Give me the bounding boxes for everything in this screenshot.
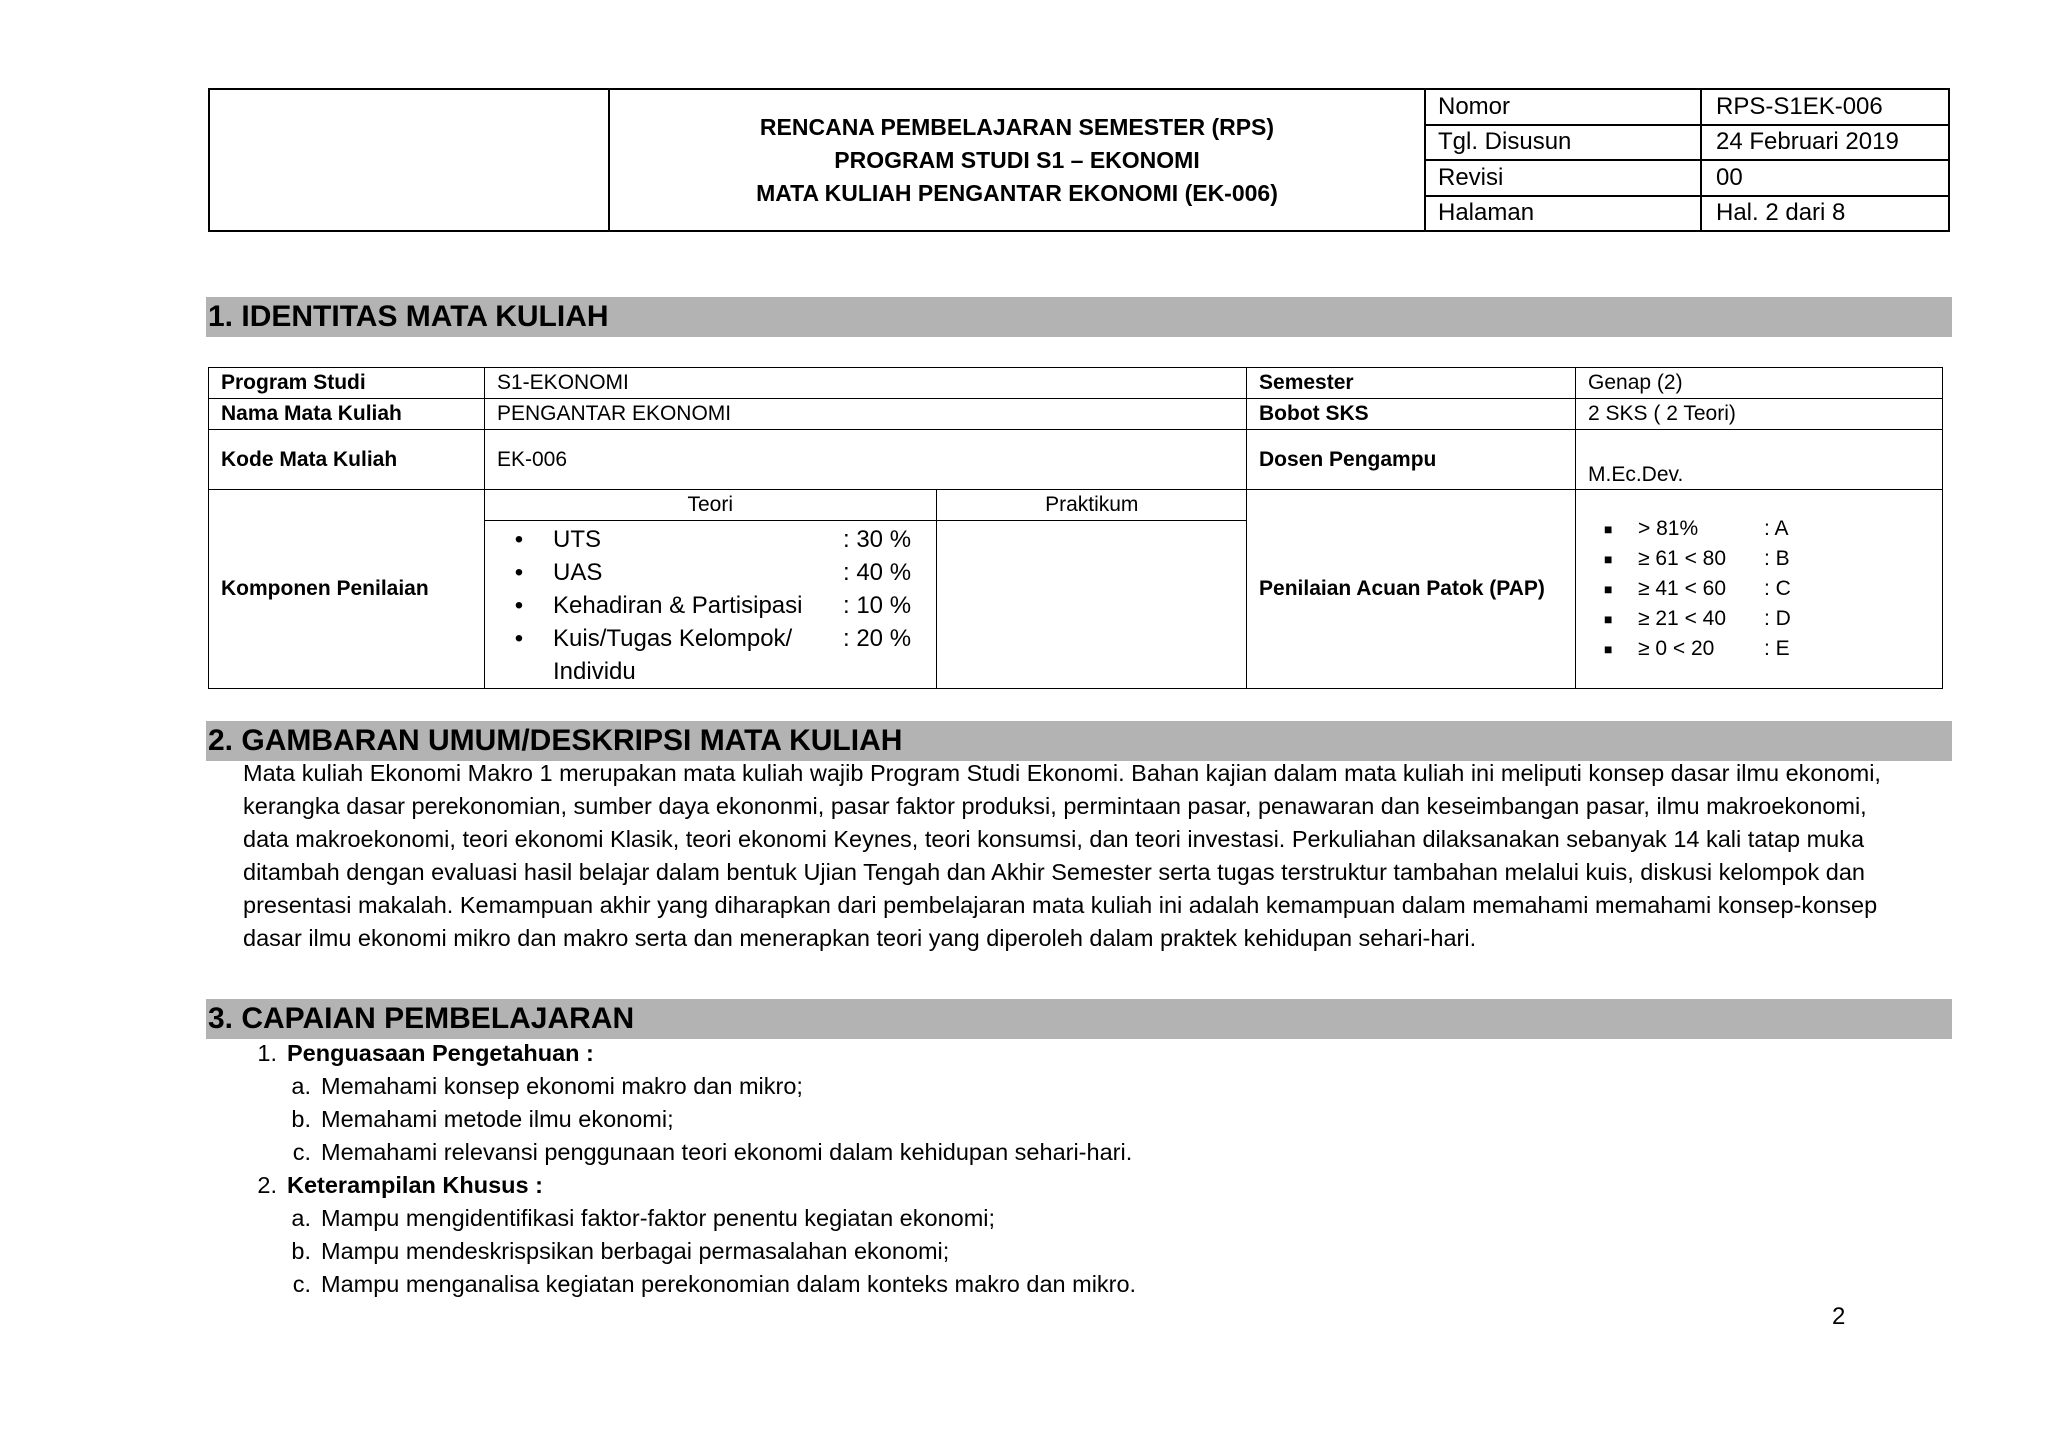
list-item-cont: Individu (553, 657, 636, 685)
praktikum-header: Praktikum (936, 490, 1247, 520)
description-line: dasar ilmu ekonomi mikro dan makro serta dan menerapkan teori yang diperoleh dalam praktek kehidupan sehari-hari. (243, 925, 1477, 951)
document-header (208, 88, 1950, 232)
meta-key: Nomor (1426, 90, 1702, 124)
outcome-group-heading: 2. Keterampilan Khusus : (257, 1172, 543, 1198)
semester-label: Semester (1247, 368, 1576, 399)
list-item: c. Memahami relevansi penggunaan teori ekonomi dalam kehidupan sehari-hari. (292, 1139, 1133, 1165)
pap-list (1604, 514, 1930, 664)
identity-table (208, 367, 1943, 689)
meta-row-halaman (1426, 197, 1948, 231)
list-item: b. Mampu mendeskrispsikan berbagai permasalahan ekonomi; (291, 1238, 950, 1264)
table-row (209, 368, 1943, 399)
meta-row-tgl (1426, 126, 1948, 162)
page-number: 2 (1832, 1303, 1846, 1330)
pap-label: Penilaian Acuan Patok (PAP) (1247, 490, 1576, 689)
description-line: Mata kuliah Ekonomi Makro 1 merupakan mata kuliah wajib Program Studi Ekonomi. Bahan kajian dalam mata kuliah ini meliputi konsep dasar ilmu ekonomi, (243, 760, 1881, 786)
meta-key: Tgl. Disusun (1426, 126, 1702, 160)
bobot-sks-label: Bobot SKS (1247, 399, 1576, 430)
praktikum-cell (936, 520, 1247, 688)
program-studi-value: S1-EKONOMI (485, 368, 1247, 399)
header-title (610, 90, 1426, 230)
header-title-line-2: PROGRAM STUDI S1 – EKONOMI (834, 146, 1200, 173)
dosen-label: Dosen Pengampu (1247, 430, 1576, 490)
list-item: ■ > 81% : A (1604, 516, 1789, 540)
section-3-title: 3. CAPAIAN PEMBELAJARAN (206, 999, 1952, 1039)
description-line: presentasi makalah. Kemampuan akhir yang diharapkan dari pembelajaran mata kuliah ini adalah kemampuan dalam memahami memahami konsep-konsep (243, 892, 1878, 918)
teori-list (485, 523, 936, 688)
pap-cell (1576, 490, 1943, 689)
table-row (209, 399, 1943, 430)
outcome-group-heading: 1. Penguasaan Pengetahuan : (257, 1040, 594, 1066)
list-item: a. Mampu mengidentifikasi faktor-faktor penentu kegiatan ekonomi; (291, 1205, 996, 1231)
description-line: data makroekonomi, teori ekonomi Klasik, teori ekonomi Keynes, teori konsumsi, dan teori investasi. Perkuliahan dilaksanakan sebanyak 14 kali tatap muka (243, 826, 1865, 852)
list-item: ■ ≥ 0 < 20 : E (1604, 636, 1790, 660)
komponen-label: Komponen Penilaian (209, 490, 485, 689)
list-item: c. Mampu menganalisa kegiatan perekonomian dalam konteks makro dan mikro. (292, 1271, 1137, 1297)
list-item: • UTS : 30 % (514, 525, 912, 553)
bobot-sks-value: 2 SKS ( 2 Teori) (1576, 399, 1943, 430)
meta-value: 24 Februari 2019 (1716, 128, 1899, 156)
header-title-line-1: RENCANA PEMBELAJARAN SEMESTER (RPS) (759, 113, 1275, 140)
meta-key: Halaman (1426, 197, 1702, 231)
list-item: • Kuis/Tugas Kelompok/ : 20 % (514, 624, 912, 652)
logo-cell (210, 90, 610, 230)
komponen-cell (485, 490, 1247, 689)
list-item: b. Memahami metode ilmu ekonomi; (291, 1106, 674, 1132)
teori-header: Teori (485, 490, 936, 520)
description-line: ditambah dengan evaluasi hasil belajar dalam bentuk Ujian Tengah dan Akhir Semester serta tugas terstruktur tambahan melalui kuis, diskusi kelompok dan (243, 859, 1865, 885)
nama-mk-label: Nama Mata Kuliah (209, 399, 485, 430)
komponen-subtable (485, 490, 1247, 688)
table-row (209, 430, 1943, 490)
meta-key: Revisi (1426, 161, 1702, 195)
semester-value: Genap (2) (1576, 368, 1943, 399)
kode-mk-value: EK-006 (485, 430, 1247, 490)
learning-outcomes (243, 1037, 1136, 1301)
list-item: • UAS : 40 % (514, 558, 912, 586)
teori-list-cell (485, 520, 936, 688)
nama-mk-value: PENGANTAR EKONOMI (485, 399, 1247, 430)
table-row (209, 490, 1943, 689)
meta-value: 00 (1716, 163, 1743, 191)
meta-row-nomor (1426, 90, 1948, 126)
meta-row-revisi (1426, 161, 1948, 197)
program-studi-label: Program Studi (209, 368, 485, 399)
kode-mk-label: Kode Mata Kuliah (209, 430, 485, 490)
header-meta (1426, 90, 1948, 230)
list-item: ■ ≥ 61 < 80 : B (1604, 546, 1790, 570)
dosen-value: M.Ec.Dev. (1576, 430, 1943, 490)
section-2-title: 2. GAMBARAN UMUM/DESKRIPSI MATA KULIAH (206, 721, 1952, 761)
list-item: ■ ≥ 41 < 60 : C (1604, 576, 1791, 600)
list-item: • Kehadiran & Partisipasi : 10 % (514, 591, 912, 619)
course-description (243, 757, 1943, 955)
section-1-title: 1. IDENTITAS MATA KULIAH (206, 297, 1952, 337)
meta-value: Hal. 2 dari 8 (1716, 199, 1846, 227)
meta-value: RPS-S1EK-006 (1716, 92, 1883, 120)
list-item: ■ ≥ 21 < 40 : D (1604, 606, 1791, 630)
description-line: kerangka dasar perekonomian, sumber daya ekononmi, pasar faktor produksi, permintaan pasar, penawaran dan keseimbangan pasar, ilmu makroekonomi, (243, 793, 1867, 819)
header-title-line-3: MATA KULIAH PENGANTAR EKONOMI (EK-006) (756, 179, 1278, 206)
list-item: a. Memahami konsep ekonomi makro dan mikro; (291, 1073, 803, 1099)
